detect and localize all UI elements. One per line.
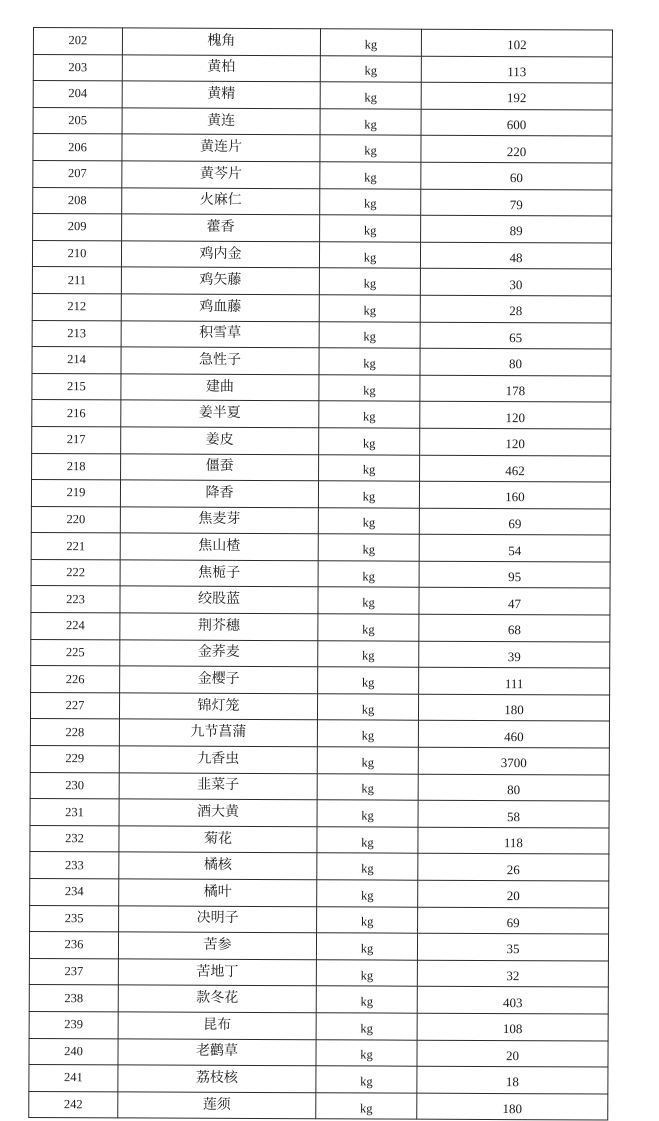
herb-name-cell: 姜皮 (121, 427, 319, 454)
herb-name-cell: 积雪草 (121, 320, 319, 347)
herb-name-cell: 决明子 (119, 905, 317, 932)
row-number-cell: 219 (31, 480, 120, 507)
quantity-cell: 47 (419, 588, 610, 615)
unit-cell: kg (318, 561, 419, 588)
unit-cell: kg (320, 82, 421, 109)
herb-name-cell: 荔枝核 (118, 1065, 316, 1092)
herb-name-cell: 菊花 (119, 826, 317, 853)
table-row (29, 1091, 608, 1120)
table-row (31, 639, 610, 668)
quantity-cell: 180 (417, 1093, 608, 1120)
quantity-cell: 65 (420, 322, 611, 349)
herb-name-cell: 金荞麦 (120, 640, 318, 667)
unit-cell: kg (320, 188, 421, 215)
quantity-cell: 80 (420, 348, 611, 375)
herb-name-cell: 九香虫 (119, 746, 317, 773)
unit-cell: kg (318, 667, 419, 694)
row-number-cell: 202 (33, 28, 122, 55)
quantity-cell: 60 (421, 162, 612, 189)
table-row (31, 613, 610, 642)
table-row (32, 426, 611, 455)
quantity-cell: 118 (418, 827, 609, 854)
herb-name-cell: 莲须 (118, 1092, 316, 1119)
quantity-cell: 20 (417, 1040, 608, 1067)
table-row (33, 28, 612, 57)
unit-cell: kg (316, 1092, 417, 1119)
quantity-cell: 460 (418, 721, 609, 748)
table-row (29, 1065, 608, 1094)
row-number-cell: 214 (32, 347, 121, 374)
quantity-cell: 35 (417, 933, 608, 960)
unit-cell: kg (320, 135, 421, 162)
unit-cell: kg (318, 640, 419, 667)
table-row (31, 506, 610, 535)
quantity-cell: 160 (419, 481, 610, 508)
herb-name-cell: 建曲 (121, 374, 319, 401)
herb-name-cell: 苦地丁 (118, 959, 316, 986)
row-number-cell: 218 (32, 453, 121, 480)
row-number-cell: 207 (33, 160, 122, 187)
table-row (31, 480, 610, 509)
unit-cell: kg (317, 880, 418, 907)
unit-cell: kg (319, 428, 420, 455)
herb-name-cell: 九节菖蒲 (119, 719, 317, 746)
table-row (33, 54, 612, 83)
unit-cell: kg (319, 242, 420, 269)
unit-cell: kg (320, 162, 421, 189)
herb-name-cell: 鸡矢藤 (121, 267, 319, 294)
unit-cell: kg (320, 29, 421, 56)
unit-cell: kg (316, 1013, 417, 1040)
herb-name-cell: 焦山楂 (120, 533, 318, 560)
unit-cell: kg (320, 215, 421, 242)
unit-cell: kg (319, 295, 420, 322)
table-row (30, 852, 609, 881)
row-number-cell: 204 (33, 81, 122, 108)
row-number-cell: 221 (31, 533, 120, 560)
row-number-cell: 236 (29, 932, 118, 959)
quantity-cell: 89 (421, 215, 612, 242)
quantity-cell: 3700 (418, 747, 609, 774)
herb-name-cell: 焦麦芽 (120, 507, 318, 534)
quantity-cell: 18 (417, 1066, 608, 1093)
herb-name-cell: 款冬花 (118, 985, 316, 1012)
table-row (31, 586, 610, 615)
quantity-cell: 462 (420, 455, 611, 482)
row-number-cell: 206 (33, 134, 122, 161)
table-row (32, 267, 611, 296)
row-number-cell: 216 (32, 400, 121, 427)
table-row (30, 878, 609, 907)
unit-cell: kg (320, 55, 421, 82)
row-number-cell: 234 (30, 878, 119, 905)
table-row (30, 905, 609, 934)
unit-cell: kg (320, 109, 421, 136)
row-number-cell: 229 (30, 746, 119, 773)
herb-name-cell: 金樱子 (120, 666, 318, 693)
herb-name-cell: 酒大黄 (119, 799, 317, 826)
row-number-cell: 226 (31, 666, 120, 693)
unit-cell: kg (316, 986, 417, 1013)
table-row (30, 692, 609, 721)
herb-name-cell: 绞股蓝 (120, 586, 318, 613)
herb-name-cell: 降香 (120, 480, 318, 507)
herb-name-cell: 荆芥穗 (120, 613, 318, 640)
row-number-cell: 228 (30, 719, 119, 746)
herb-name-cell: 黄连 (122, 108, 320, 135)
table-row (30, 799, 609, 828)
herb-name-cell: 火麻仁 (122, 187, 320, 214)
herb-name-cell: 焦栀子 (120, 560, 318, 587)
herb-name-cell: 急性子 (121, 347, 319, 374)
quantity-cell: 28 (420, 295, 611, 322)
unit-cell: kg (317, 800, 418, 827)
quantity-cell: 178 (420, 375, 611, 402)
quantity-cell: 403 (417, 987, 608, 1014)
unit-cell: kg (317, 747, 418, 774)
table-row (29, 1011, 608, 1040)
row-number-cell: 208 (33, 187, 122, 214)
quantity-cell: 120 (420, 428, 611, 455)
row-number-cell: 230 (30, 772, 119, 799)
row-number-cell: 239 (29, 1011, 118, 1038)
row-number-cell: 241 (29, 1065, 118, 1092)
row-number-cell: 217 (32, 426, 121, 453)
herb-name-cell: 黄精 (122, 81, 320, 108)
unit-cell: kg (317, 827, 418, 854)
quantity-cell: 20 (418, 880, 609, 907)
quantity-cell: 79 (421, 189, 612, 216)
quantity-cell: 54 (419, 534, 610, 561)
quantity-cell: 58 (418, 800, 609, 827)
table-row (29, 985, 608, 1014)
row-number-cell: 223 (31, 586, 120, 613)
unit-cell: kg (316, 960, 417, 987)
herb-name-cell: 老鹳草 (118, 1038, 316, 1065)
table-row (32, 293, 611, 322)
row-number-cell: 232 (30, 825, 119, 852)
row-number-cell: 238 (29, 985, 118, 1012)
unit-cell: kg (318, 507, 419, 534)
quantity-cell: 113 (421, 56, 612, 83)
unit-cell: kg (318, 534, 419, 561)
herb-name-cell: 僵蚕 (121, 453, 319, 480)
row-number-cell: 211 (32, 267, 121, 294)
unit-cell: kg (317, 773, 418, 800)
table-row (30, 772, 609, 801)
row-number-cell: 235 (30, 905, 119, 932)
quantity-cell: 111 (419, 667, 610, 694)
unit-cell: kg (318, 614, 419, 641)
row-number-cell: 209 (33, 214, 122, 241)
herb-name-cell: 藿香 (122, 214, 320, 241)
row-number-cell: 233 (30, 852, 119, 879)
herb-name-cell: 黄连片 (122, 134, 320, 161)
table-row (33, 214, 612, 243)
table-row (33, 107, 612, 136)
quantity-cell: 69 (419, 508, 610, 535)
table-row (30, 825, 609, 854)
herb-name-cell: 昆布 (118, 1012, 316, 1039)
herb-name-cell: 橘核 (119, 852, 317, 879)
quantity-cell: 120 (420, 402, 611, 429)
table-row (32, 453, 611, 482)
row-number-cell: 240 (29, 1038, 118, 1065)
row-number-cell: 215 (32, 373, 121, 400)
table-row (30, 746, 609, 775)
table-row (30, 719, 609, 748)
row-number-cell: 213 (32, 320, 121, 347)
quantity-cell: 95 (419, 561, 610, 588)
table-row (29, 1038, 608, 1067)
row-number-cell: 205 (33, 107, 122, 134)
unit-cell: kg (319, 321, 420, 348)
table-row (32, 373, 611, 402)
row-number-cell: 222 (31, 559, 120, 586)
quantity-cell: 69 (418, 907, 609, 934)
herb-name-cell: 黄芩片 (122, 161, 320, 188)
quantity-cell: 68 (419, 614, 610, 641)
quantity-cell: 180 (418, 694, 609, 721)
quantity-cell: 108 (417, 1013, 608, 1040)
row-number-cell: 227 (30, 692, 119, 719)
herb-name-cell: 姜半夏 (121, 400, 319, 427)
unit-cell: kg (317, 906, 418, 933)
table-row (33, 187, 612, 216)
unit-cell: kg (316, 1039, 417, 1066)
unit-cell: kg (317, 853, 418, 880)
unit-cell: kg (319, 374, 420, 401)
table-row (31, 666, 610, 695)
row-number-cell: 224 (31, 613, 120, 640)
unit-cell: kg (319, 401, 420, 428)
quantity-cell: 39 (419, 641, 610, 668)
row-number-cell: 220 (31, 506, 120, 533)
table-row (33, 134, 612, 163)
unit-cell: kg (316, 1066, 417, 1093)
unit-cell: kg (319, 268, 420, 295)
herb-name-cell: 黄柏 (122, 54, 320, 81)
unit-cell: kg (316, 933, 417, 960)
unit-cell: kg (318, 587, 419, 614)
unit-cell: kg (318, 481, 419, 508)
table-row (33, 160, 612, 189)
unit-cell: kg (317, 694, 418, 721)
quantity-cell: 30 (420, 269, 611, 296)
table-row (31, 533, 610, 562)
quantity-cell: 220 (421, 136, 612, 163)
unit-cell: kg (319, 454, 420, 481)
quantity-cell: 102 (421, 29, 612, 56)
row-number-cell: 231 (30, 799, 119, 826)
table-row (33, 81, 612, 110)
table-row (32, 240, 611, 269)
herb-name-cell: 橘叶 (119, 879, 317, 906)
quantity-cell: 192 (421, 82, 612, 109)
unit-cell: kg (319, 348, 420, 375)
herb-name-cell: 韭菜子 (119, 773, 317, 800)
herb-name-cell: 鸡血藤 (121, 294, 319, 321)
row-number-cell: 237 (29, 958, 118, 985)
row-number-cell: 203 (33, 54, 122, 81)
herb-name-cell: 锦灯笼 (119, 693, 317, 720)
row-number-cell: 210 (32, 240, 121, 267)
herb-name-cell: 槐角 (122, 28, 320, 55)
table-row (31, 559, 610, 588)
table-row (32, 347, 611, 376)
table-row (32, 320, 611, 349)
herb-name-cell: 苦参 (118, 932, 316, 959)
quantity-cell: 80 (418, 774, 609, 801)
table-body (29, 28, 613, 1121)
unit-cell: kg (317, 720, 418, 747)
herb-inventory-table (28, 27, 613, 1121)
quantity-cell: 26 (418, 854, 609, 881)
quantity-cell: 48 (420, 242, 611, 269)
table-row (32, 400, 611, 429)
table-row (29, 932, 608, 961)
herb-name-cell: 鸡内金 (121, 241, 319, 268)
table-row (29, 958, 608, 987)
row-number-cell: 212 (32, 293, 121, 320)
quantity-cell: 32 (417, 960, 608, 987)
row-number-cell: 225 (31, 639, 120, 666)
row-number-cell: 242 (29, 1091, 118, 1118)
quantity-cell: 600 (421, 109, 612, 136)
